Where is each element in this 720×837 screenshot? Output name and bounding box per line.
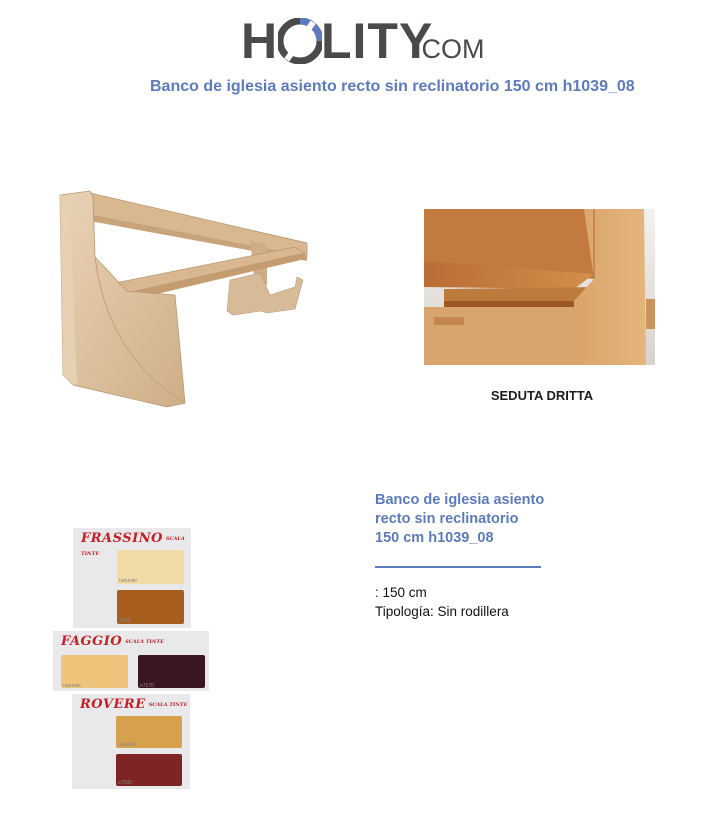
swatch-card-frassino (73, 528, 191, 628)
swatch-title (80, 697, 187, 712)
swatch-title-text: ROVERE (80, 697, 146, 712)
swatch-title-text: FAGGIO (61, 634, 123, 649)
swatch-code: naturale (119, 578, 138, 584)
product-name-divider (375, 566, 541, 568)
product-name: Banco de iglesia asiento recto sin reclinatorio 150 cm h1039_08 (375, 492, 545, 546)
logo-letter-h: H (241, 13, 279, 69)
logo-o-icon (278, 18, 322, 64)
swatch-title-text: FRASSINO (81, 531, 163, 546)
swatch-card-faggio (53, 631, 209, 691)
logo-wordmark: LITY (321, 13, 434, 69)
swatch-code: naturale (63, 683, 82, 689)
logo-domain: .COM (414, 34, 485, 64)
spec-size: : 150 cm (375, 585, 427, 600)
swatch-code: e7570 (140, 683, 154, 689)
page-title: Banco de iglesia asiento recto sin reclinatorio 150 cm h1039_08 (150, 78, 635, 95)
seat-detail-image (424, 209, 655, 365)
swatch-code: e7532 (118, 780, 132, 786)
spec-type: Tipología: Sin rodillera (375, 604, 509, 619)
swatch-card-rovere (72, 694, 190, 789)
site-logo[interactable] (241, 12, 485, 72)
bench-image (55, 185, 310, 415)
seat-caption: SEDUTA DRITTA (490, 388, 594, 403)
swatch-code: naturale (118, 742, 137, 748)
swatch-code: 3002 (119, 618, 131, 624)
swatch-title (61, 634, 164, 649)
swatch-subtitle: SCALA TINTE (125, 638, 164, 645)
swatch-subtitle: SCALA TINTE (148, 701, 188, 708)
swatch-subtitle: SCALA TINTE (81, 535, 185, 557)
